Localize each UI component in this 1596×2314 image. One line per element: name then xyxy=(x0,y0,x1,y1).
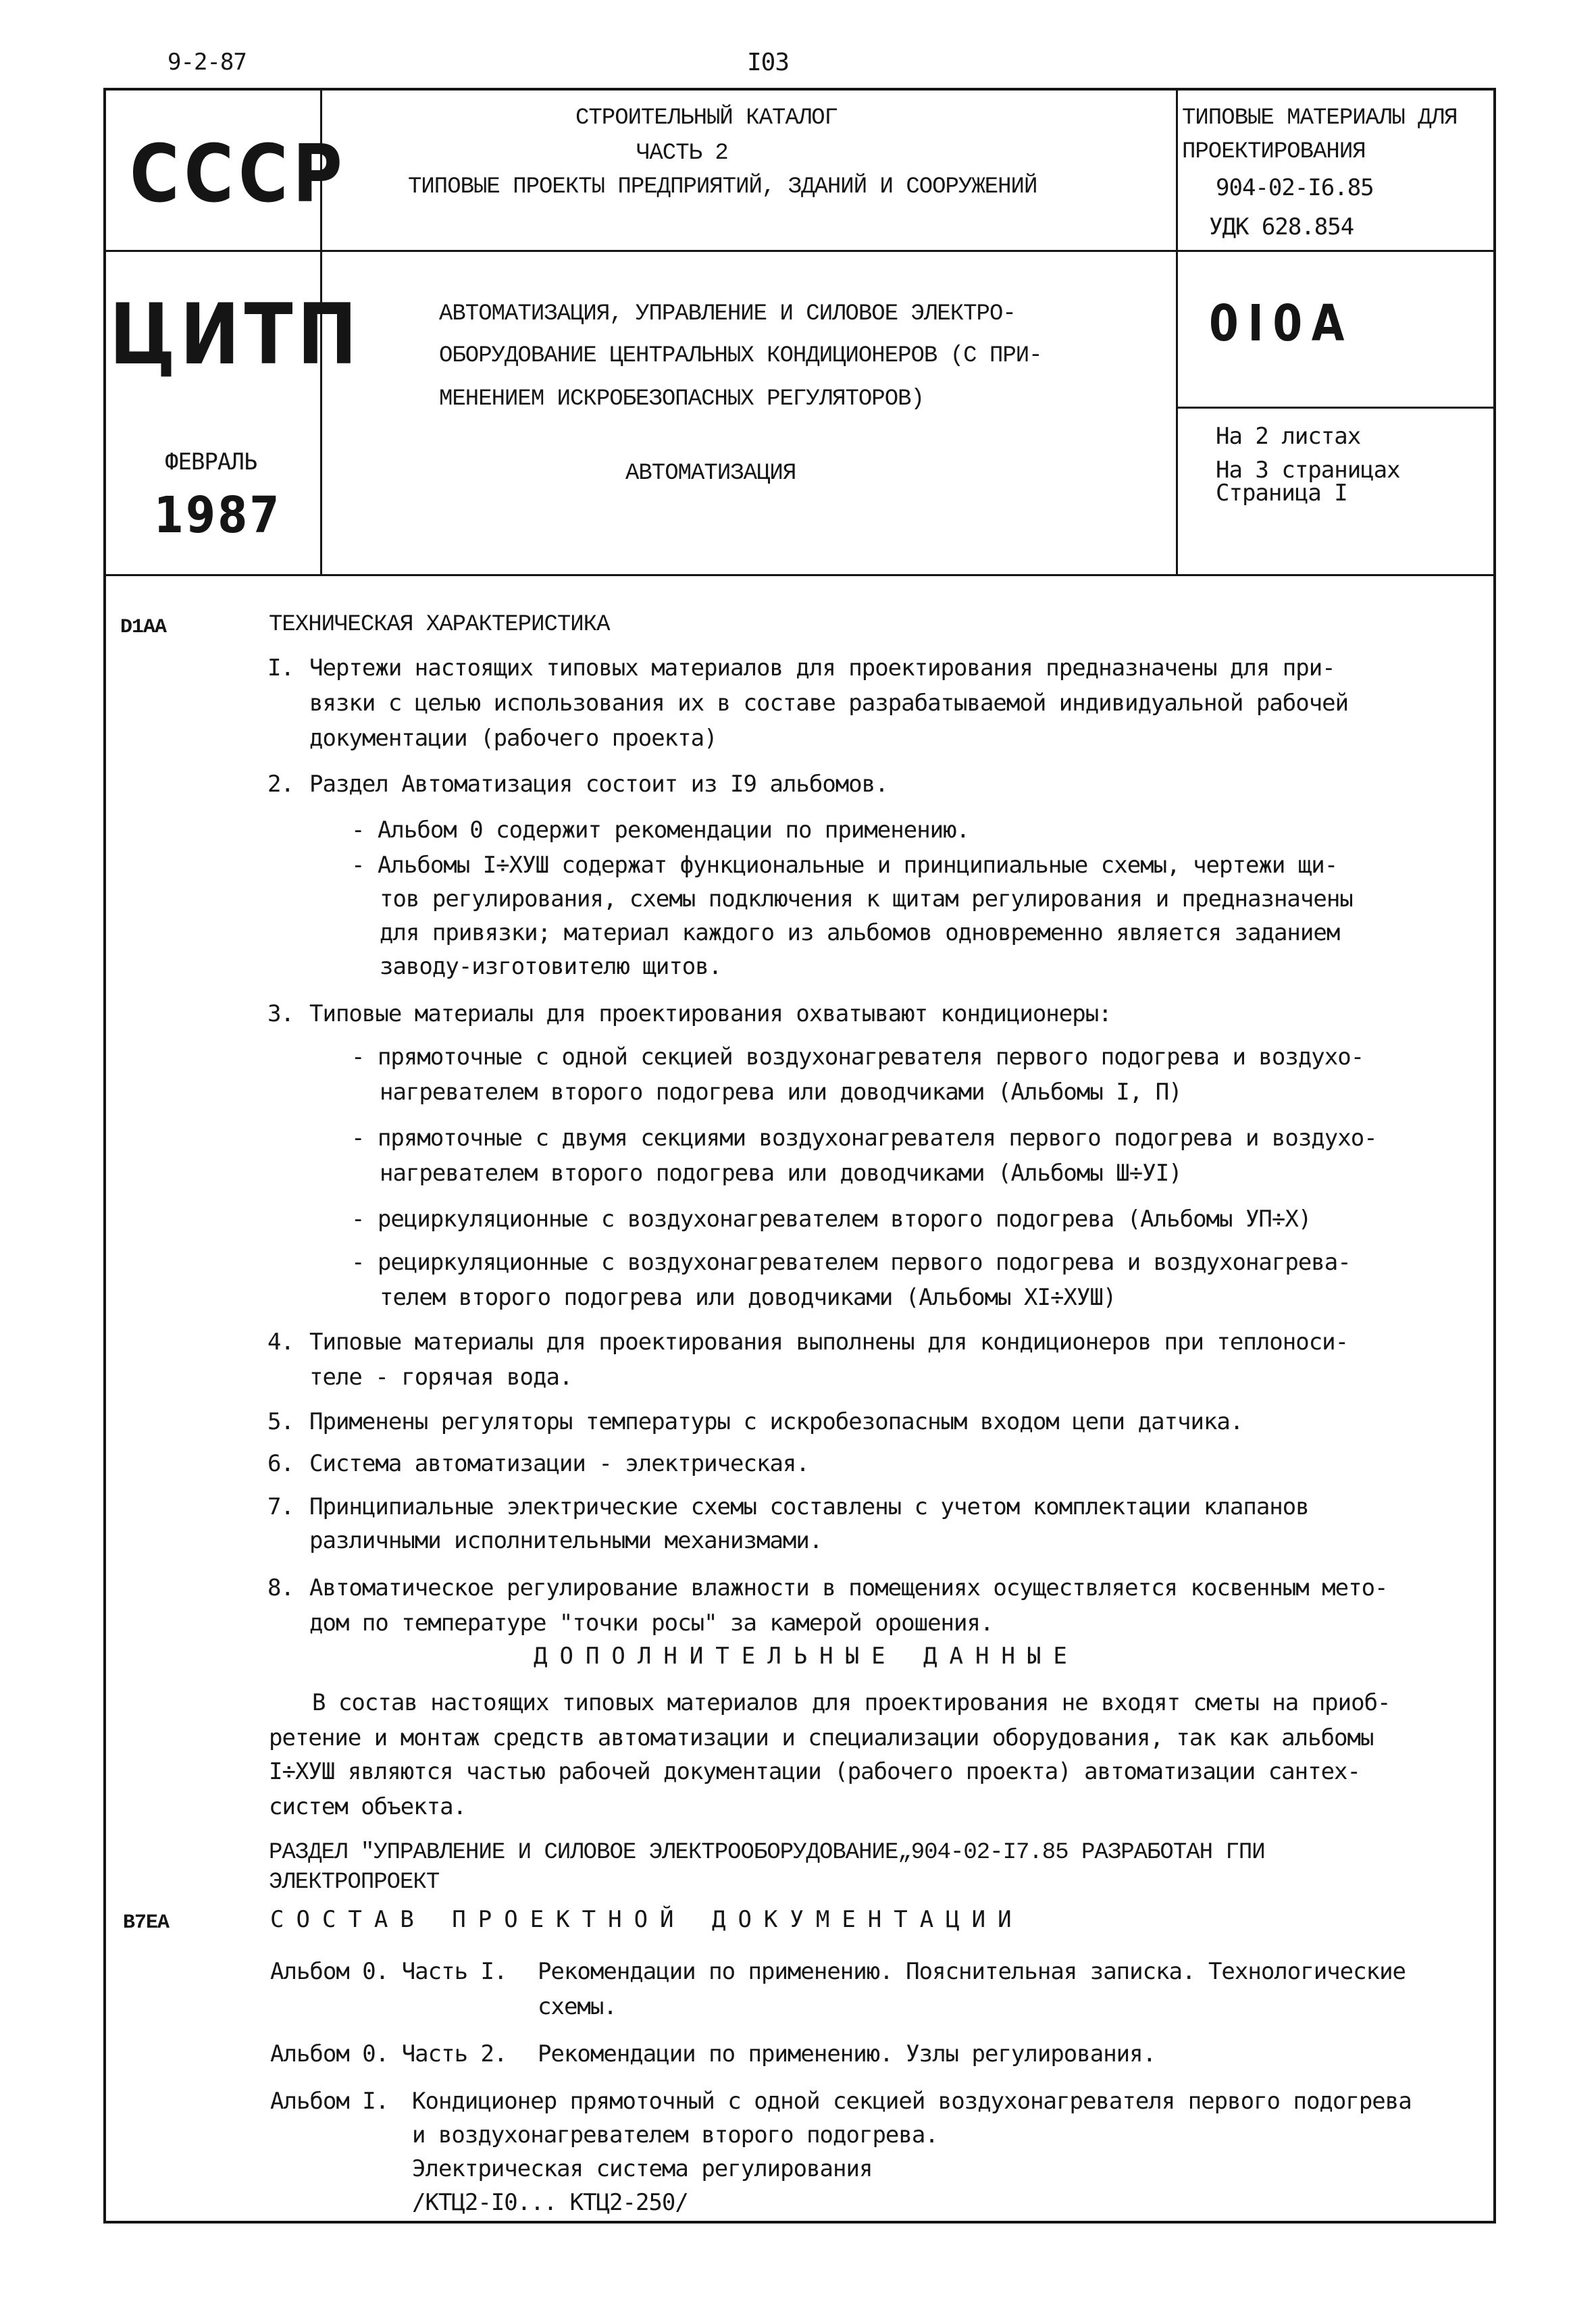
sub2-1-line-1: - Альбом 0 содержит рекомендации по применению. xyxy=(351,817,970,844)
header-row-line xyxy=(103,250,1496,252)
sub3-1-line-2: нагревателем второго подогрева или доводчиками (Альбомы I, П) xyxy=(380,1079,1182,1106)
code-big: 0I0A xyxy=(1209,294,1354,353)
item-8-line-1: Автоматическое регулирование влажности в помещениях осуществляется косвенным мето- xyxy=(309,1574,1388,1601)
item-1-line-1: Чертежи настоящих типовых материалов для проектирования предназначены для при- xyxy=(309,654,1335,682)
sub3-3-line-1: - рециркуляционные с воздухонагревателем второго подогрева (Альбомы УП÷Х) xyxy=(351,1206,1312,1233)
extra-line-2: ретение и монтаж средств автоматизации и специализации оборудования, так как альбомы xyxy=(269,1724,1374,1751)
header-divider-2 xyxy=(1176,88,1178,575)
item-number-3: 3. xyxy=(267,1000,294,1027)
razdel-line-1: РАЗДЕЛ "УПРАВЛЕНИЕ И СИЛОВОЕ ЭЛЕКТРООБОРУДОВАНИЕ„904-02-I7.85 РАЗРАБОТАН ГПИ xyxy=(269,1840,1265,1866)
margin-code-1: D1AA xyxy=(120,616,167,639)
frame-top xyxy=(103,88,1496,91)
section-heading-composition: СОСТАВ ПРОЕКТНОЙ ДОКУМЕНТАЦИИ xyxy=(270,1906,1024,1933)
item-number-7: 7. xyxy=(267,1493,294,1520)
standard-number: 904-02-I6.85 xyxy=(1216,174,1374,201)
frame-left xyxy=(103,88,106,2223)
catalog-line-2: ЧАСТЬ 2 xyxy=(636,140,728,166)
sub3-4-line-1: - рециркуляционные с воздухонагревателем первого подогрева и воздухонагрева- xyxy=(351,1249,1351,1276)
section-label: АВТОМАТИЗАЦИЯ xyxy=(625,461,796,486)
album-3-line-2: и воздухонагревателем второго подогрева. xyxy=(412,2122,938,2149)
item-1-line-2: вязки с целью использования их в составе разрабатываемой индивидуальной рабочей xyxy=(309,690,1349,717)
margin-code-2: B7EA xyxy=(123,1911,170,1934)
sub2-2-line-2: тов регулирования, схемы подключения к щитам регулирования и предназначены xyxy=(380,885,1353,912)
org-label: ЦИТП xyxy=(109,286,362,384)
title-line-2: ОБОРУДОВАНИЕ ЦЕНТРАЛЬНЫХ КОНДИЦИОНЕРОВ (С ПРИ- xyxy=(439,343,1042,369)
pages-count: На 3 страницах xyxy=(1216,457,1400,484)
extra-line-3: I÷ХУШ являются частью рабочей документации (рабочего проекта) автоматизации сантех- xyxy=(269,1758,1360,1785)
item-5-line-1: Применены регуляторы температуры с искробезопасным входом цепи датчика. xyxy=(309,1408,1243,1435)
item-number-2: 2. xyxy=(267,771,294,798)
item-7-line-1: Принципиальные электрические схемы составлены с учетом комплектации клапанов xyxy=(309,1493,1309,1520)
section-heading-tech: ТЕХНИЧЕСКАЯ ХАРАКТЕРИСТИКА xyxy=(269,612,610,638)
album-1-line-1: Рекомендации по применению. Пояснительная записка. Технологические xyxy=(538,1958,1406,1985)
item-7-line-2: различными исполнительными механизмами. xyxy=(309,1527,823,1554)
album-1-line-2: схемы. xyxy=(538,1993,617,2020)
item-number-6: 6. xyxy=(267,1450,294,1477)
sub2-2-line-1: - Альбомы I÷ХУШ содержат функциональные и принципиальные схемы, чертежи щи- xyxy=(351,852,1338,879)
sub3-1-line-1: - прямоточные с одной секцией воздухонагревателя первого подогрева и воздухо- xyxy=(351,1044,1364,1071)
extra-line-1: В состав настоящих типовых материалов для проектирования не входят сметы на приоб- xyxy=(312,1689,1391,1716)
item-3-line-1: Типовые материалы для проектирования охватывают кондиционеры: xyxy=(309,1000,1112,1027)
catalog-line-1: СТРОИТЕЛЬНЫЙ КАТАЛОГ xyxy=(575,105,838,131)
album-3-line-3: Электрическая система регулирования xyxy=(412,2155,873,2182)
album-2-label: Альбом 0. Часть 2. xyxy=(270,2040,507,2067)
album-2-line-1: Рекомендации по применению. Узлы регулирования. xyxy=(538,2040,1156,2067)
sub2-2-line-4: заводу-изготовителю щитов. xyxy=(380,953,722,980)
album-3-line-1: Кондиционер прямоточный с одной секцией воздухонагревателя первого подогрева xyxy=(412,2088,1412,2115)
title-line-1: АВТОМАТИЗАЦИЯ, УПРАВЛЕНИЕ И СИЛОВОЕ ЭЛЕКТРО- xyxy=(439,301,1016,327)
page-label: Страница I xyxy=(1216,480,1347,507)
right-line-1: ТИПОВЫЕ МАТЕРИАЛЫ ДЛЯ xyxy=(1182,105,1458,131)
month-label: ФЕВРАЛЬ xyxy=(165,448,257,475)
item-number-1: I. xyxy=(267,654,294,682)
right-cell-line xyxy=(1176,407,1496,409)
item-6-line-1: Система автоматизации - электрическая. xyxy=(309,1450,809,1477)
doc-code: 9-2-87 xyxy=(168,49,247,76)
sub3-4-line-2: телем второго подогрева или доводчиками (Альбомы XI÷ХУШ) xyxy=(380,1284,1116,1311)
country-label: СССР xyxy=(130,127,347,220)
section-heading-additional: ДОПОЛНИТЕЛЬНЫЕ ДАННЫЕ xyxy=(534,1643,1079,1670)
year-label: 1987 xyxy=(154,486,282,544)
title-line-3: МЕНЕНИЕМ ИСКРОБЕЗОПАСНЫХ РЕГУЛЯТОРОВ) xyxy=(439,386,924,412)
item-4-line-1: Типовые материалы для проектирования выполнены для кондиционеров при теплоноси- xyxy=(309,1329,1349,1356)
album-3-line-4: /КТЦ2-I0... КТЦ2-250/ xyxy=(412,2189,688,2216)
item-number-8: 8. xyxy=(267,1574,294,1601)
item-1-line-3: документации (рабочего проекта) xyxy=(309,725,717,752)
extra-line-4: систем объекта. xyxy=(269,1793,467,1820)
item-number-4: 4. xyxy=(267,1329,294,1356)
item-2-line-1: Раздел Автоматизация состоит из I9 альбомов. xyxy=(309,771,888,798)
right-line-2: ПРОЕКТИРОВАНИЯ xyxy=(1182,139,1366,165)
header-bottom-line xyxy=(103,574,1496,576)
page-number: I03 xyxy=(747,49,790,76)
udk-code: УДК 628.854 xyxy=(1209,213,1354,240)
album-3-label: Альбом I. xyxy=(270,2088,389,2115)
item-8-line-2: дом по температуре "точки росы" за камерой орошения. xyxy=(309,1610,994,1637)
item-4-line-2: теле - горячая вода. xyxy=(309,1364,573,1391)
item-number-5: 5. xyxy=(267,1408,294,1435)
sub3-2-line-2: нагревателем второго подогрева или доводчиками (Альбомы Ш÷УI) xyxy=(380,1160,1182,1187)
frame-bottom xyxy=(103,2221,1496,2223)
album-1-label: Альбом 0. Часть I. xyxy=(270,1958,507,1985)
sheets-count: На 2 листах xyxy=(1216,423,1361,450)
sub2-2-line-3: для привязки; материал каждого из альбомов одновременно является заданием xyxy=(380,919,1340,946)
razdel-line-2: ЭЛЕКТРОПРОЕКТ xyxy=(269,1870,440,1895)
sub3-2-line-1: - прямоточные с двумя секциями воздухонагревателя первого подогрева и воздухо- xyxy=(351,1125,1377,1152)
catalog-line-3: ТИПОВЫЕ ПРОЕКТЫ ПРЕДПРИЯТИЙ, ЗДАНИЙ И СООРУЖЕНИЙ xyxy=(408,174,1037,200)
